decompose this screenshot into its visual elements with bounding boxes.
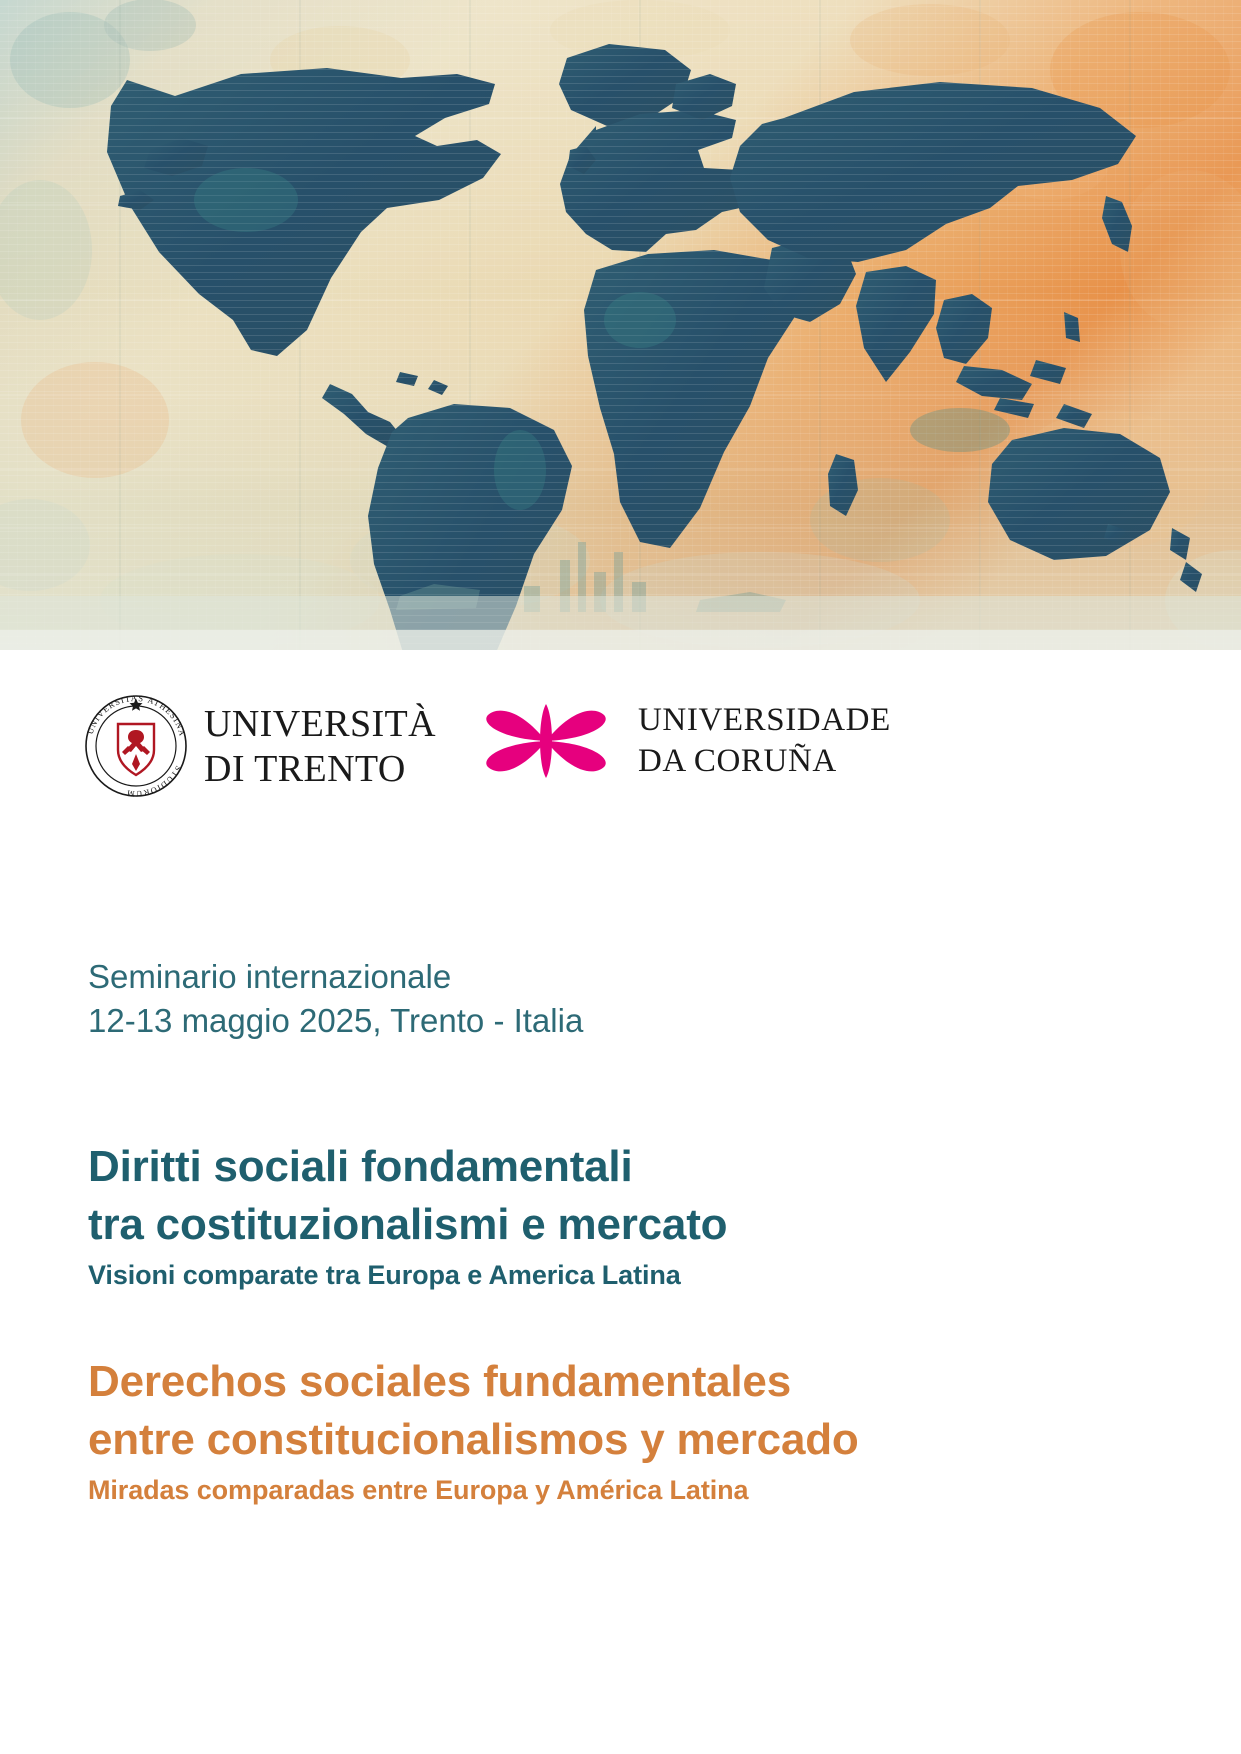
subtitle-spanish: Miradas comparadas entre Europa y América Latina <box>88 1475 749 1506</box>
title-italian-line2: tra costituzionalismi e mercato <box>88 1200 728 1250</box>
poster-content <box>88 955 1148 1506</box>
unitn-wordmark-line2: DI TRENTO <box>204 747 406 790</box>
title-spanish-line1: Derechos sociales fundamentales <box>88 1357 791 1407</box>
event-kicker-line2: 12-13 maggio 2025, Trento - Italia <box>88 1001 584 1039</box>
udc-wordmark-line1: UNIVERSIDADE <box>638 702 891 739</box>
udc-wordmark <box>638 703 891 778</box>
logo-strip <box>0 690 1241 820</box>
event-kicker-line1: Seminario internazionale <box>88 958 452 995</box>
title-italian-line1: Diritti sociali fondamentali <box>88 1142 633 1192</box>
udc-wordmark-line2: DA CORUÑA <box>638 743 837 779</box>
title-spanish-line2: entre constitucionalismos y mercado <box>88 1415 859 1465</box>
hero-banner <box>0 0 1241 650</box>
subtitle-italian: Visioni comparate tra Europa e America Latina <box>88 1260 681 1291</box>
universidade-da-coruna-logo <box>480 698 891 784</box>
svg-text:UNIVERSITAS: UNIVERSITAS <box>84 694 145 736</box>
event-kicker <box>88 955 1148 1042</box>
unitn-wordmark <box>204 702 436 790</box>
unitn-wordmark-line1: UNIVERSITÀ <box>204 702 436 745</box>
universita-di-trento-logo <box>84 694 436 798</box>
svg-text:ATHESINA: ATHESINA <box>146 694 188 738</box>
svg-text:STUDIORUM: STUDIORUM <box>125 764 184 798</box>
title-spanish <box>88 1353 1148 1506</box>
unitn-seal-icon <box>84 694 188 798</box>
udc-mark-icon <box>480 698 612 784</box>
title-italian <box>88 1138 1148 1291</box>
world-map-artwork <box>0 0 1241 650</box>
